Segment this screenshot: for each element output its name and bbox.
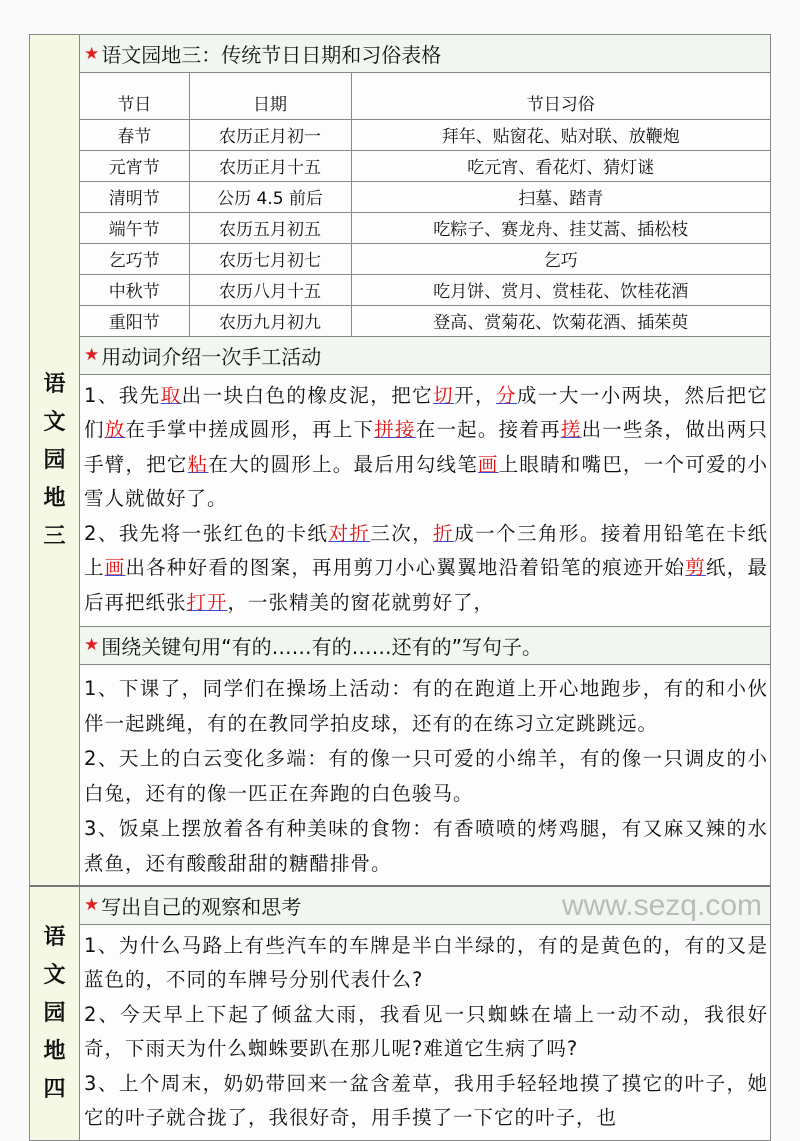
sentence-paragraphs [80, 665, 770, 885]
verb-paragraph [84, 517, 768, 621]
table-cell: 农历七月初七 [189, 243, 351, 274]
section-side-label [30, 35, 80, 885]
table-cell: 农历正月初一 [189, 119, 351, 150]
table-row [80, 119, 770, 150]
text-segment: 1、我先 [84, 383, 161, 407]
side-label-text: 语文园地四 [43, 924, 66, 1102]
highlighted-verb: 粘 [187, 452, 209, 476]
table-cell: 拜年、贴窗花、贴对联、放鞭炮 [351, 119, 770, 150]
table-cell: 乞巧 [351, 243, 770, 274]
verb-paragraphs [80, 375, 770, 627]
festival-table-title [80, 35, 770, 73]
text-segment: 纸，最后再把纸张 [84, 556, 768, 614]
observation-paragraphs [80, 925, 770, 1140]
table-cell: 春节 [80, 119, 189, 150]
text-segment: 出一些条，做出两只手臂，把它 [84, 418, 768, 476]
example-sentence: 3、饭桌上摆放着各有种美味的食物：有香喷喷的烤鸡腿，有又麻又辣的水煮鱼，还有酸酸甜甜的糖醋排骨。 [84, 816, 768, 875]
heading-text: 用动词介绍一次手工活动 [101, 344, 322, 369]
text-segment: 出各种好看的图案，再用剪刀小心翼翼地沿着铅笔的痕迹开始 [125, 556, 686, 579]
table-cell: 元宵节 [80, 150, 189, 181]
table-cell: 扫墓、踏青 [351, 181, 770, 212]
table-cell: 清明节 [80, 181, 189, 212]
highlighted-verb: 切 [433, 383, 455, 407]
section-yuwen-yuandi-4 [30, 887, 770, 1140]
table-row [80, 150, 770, 181]
festival-table [80, 73, 770, 337]
table-cell: 农历五月初五 [189, 212, 351, 243]
table-cell: 乞巧节 [80, 243, 189, 274]
highlighted-verb: 画 [477, 452, 499, 476]
text-segment: 在一起。接着再 [415, 418, 561, 441]
highlighted-verb: 放 [104, 418, 126, 441]
heading-text: 语文园地三：传统节日日期和习俗表格 [101, 43, 442, 67]
text-segment: 成一大一小两块，然后把它们 [84, 383, 768, 441]
sentence-title [80, 627, 770, 665]
star-icon: ★ [84, 635, 100, 655]
table-cell: 农历九月初九 [189, 305, 351, 336]
table-cell: 农历八月十五 [189, 274, 351, 305]
worksheet [29, 34, 771, 1141]
highlighted-verb: 搓 [560, 418, 582, 441]
highlighted-verb: 取 [160, 383, 182, 407]
table-cell: 端午节 [80, 212, 189, 243]
text-segment: 在手掌中搓成圆形，再上下 [125, 418, 375, 441]
star-icon: ★ [84, 43, 100, 64]
highlighted-verb: 对折 [328, 521, 371, 545]
table-row [80, 212, 770, 243]
observation-title [80, 887, 770, 925]
table-cell: 登高、赏菊花、饮菊花酒、插茱萸 [351, 305, 770, 336]
column-header: 日期 [189, 73, 351, 119]
text-segment: 在大的圆形上。最后用勾线笔 [208, 452, 478, 476]
table-row [80, 274, 770, 305]
table-cell: 吃粽子、赛龙舟、挂艾蒿、插松枝 [351, 212, 770, 243]
table-row [80, 243, 770, 274]
heading-text: 围绕关键句用“有的……有的……还有的”写句子。 [101, 634, 542, 659]
column-header: 节日 [80, 73, 189, 119]
verb-paragraph [84, 379, 768, 517]
section-side-label [30, 887, 80, 1140]
example-sentence: 1、下课了，同学们在操场上活动：有的在跑道上开心地跑步，有的和小伙伴一起跳绳，有的在教同学拍皮球，还有的在练习立定跳跳远。 [84, 676, 768, 735]
example-sentence: 2、天上的白云变化多端：有的像一只可爱的小绵羊，有的像一只调皮的小白兔，还有的像一匹正在奔跑的白色骏马。 [84, 746, 768, 805]
watermark: www.sezq.com [561, 888, 762, 922]
column-header: 节日习俗 [351, 73, 770, 119]
table-cell: 吃月饼、赏月、赏桂花、饮桂花酒 [351, 274, 770, 305]
star-icon: ★ [84, 345, 100, 365]
heading-text: 写出自己的观察和思考 [101, 894, 302, 919]
highlighted-verb: 拼接 [374, 418, 416, 441]
highlighted-verb: 画 [104, 556, 126, 579]
observation-item: 1、为什么马路上有些汽车的车牌是半白半绿的，有的是黄色的，有的又是蓝色的，不同的车牌号分别代表什么? [84, 933, 768, 991]
highlighted-verb: 打开 [186, 590, 228, 614]
highlighted-verb: 剪 [685, 556, 706, 579]
table-cell: 吃元宵、看花灯、猜灯谜 [351, 150, 770, 181]
highlighted-verb: 分 [495, 383, 517, 407]
table-row [80, 181, 770, 212]
side-label-text: 语文园地三 [43, 370, 66, 549]
text-segment: 开， [454, 383, 496, 407]
text-segment: 上眼睛和嘴巴，一个可爱的小雪人就做好了。 [84, 452, 768, 510]
text-segment: 出一块白色的橡皮泥，把它 [181, 383, 434, 407]
star-icon: ★ [84, 895, 100, 915]
table-cell: 中秋节 [80, 274, 189, 305]
table-cell: 重阳节 [80, 305, 189, 336]
text-segment: 三次， [370, 521, 434, 545]
section-yuwen-yuandi-3 [30, 35, 770, 887]
table-cell: 公历 4.5 前后 [189, 181, 351, 212]
table-row [80, 305, 770, 336]
text-segment: 2、我先将一张红色的卡纸 [84, 521, 329, 545]
text-segment: 成一个三角形。接着用铅笔在卡纸上 [84, 521, 768, 579]
highlighted-verb: 折 [433, 521, 455, 545]
table-cell: 农历正月十五 [189, 150, 351, 181]
observation-item: 3、上个周末，奶奶带回来一盆含羞草，我用手轻轻地摸了摸它的叶子，她它的叶子就合拢了，我很好奇，用手摸了一下它的叶子，也 [84, 1071, 768, 1129]
text-segment: ，一张精美的窗花就剪好了， [227, 590, 495, 614]
table-header-row [80, 73, 770, 119]
observation-item: 2、今天早上下起了倾盆大雨，我看见一只蜘蛛在墙上一动不动，我很好奇，下雨天为什么蜘蛛要趴在那儿呢?难道它生病了吗? [84, 1002, 768, 1060]
verb-activity-title [80, 337, 770, 375]
